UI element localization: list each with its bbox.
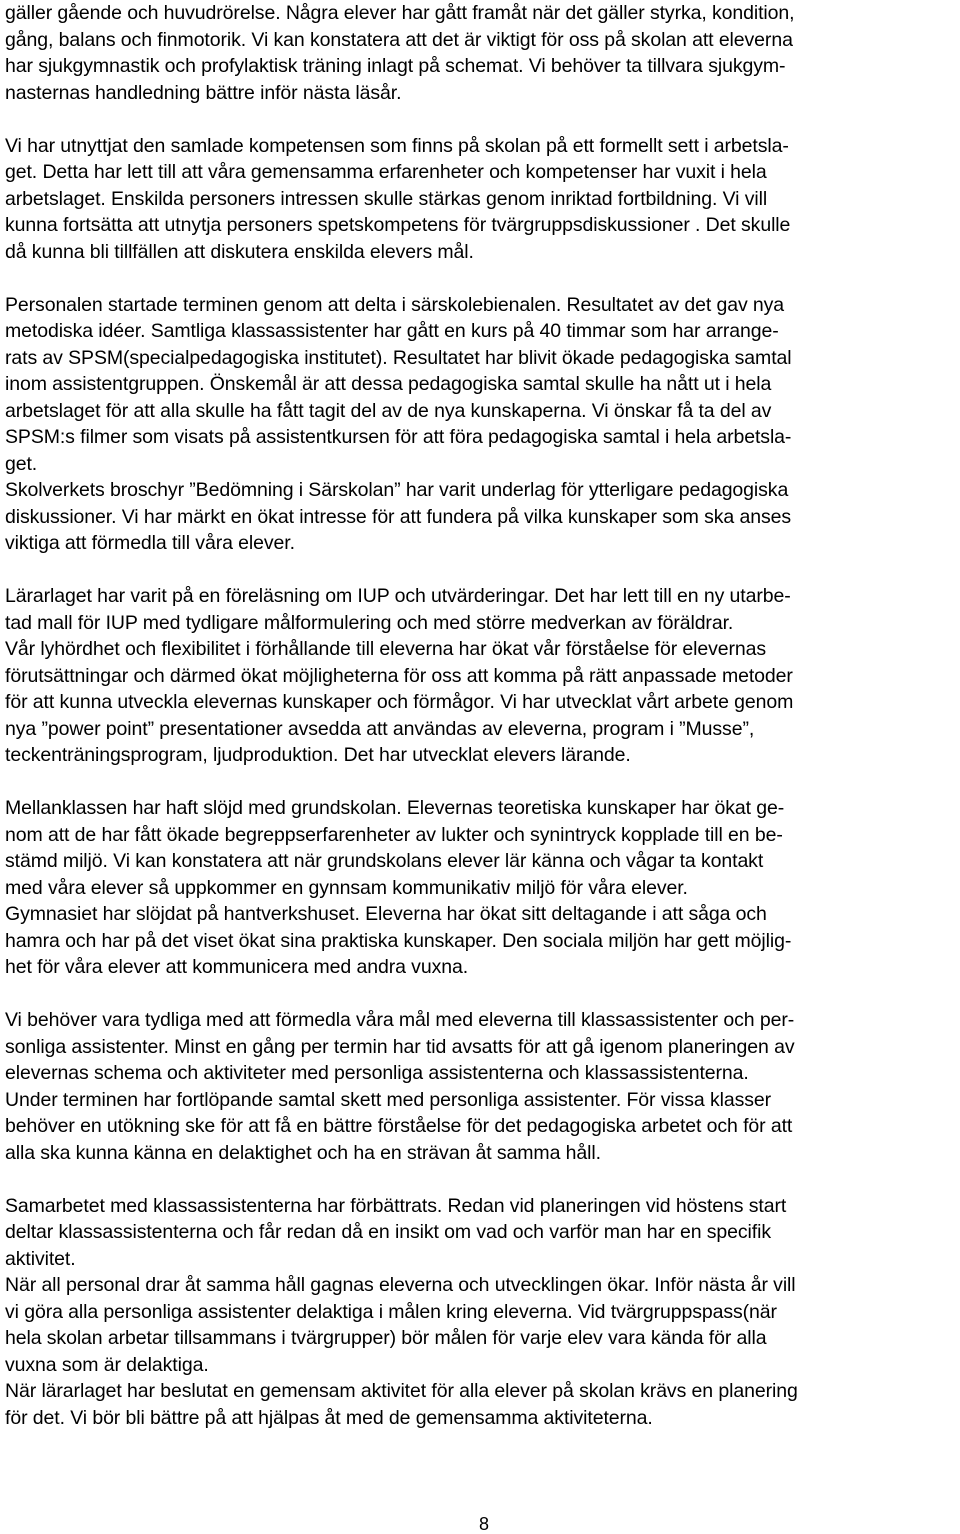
paragraph <box>5 636 960 769</box>
text-line: gäller gående och huvudrörelse. Några elever har gått framåt när det gäller styrka, kondition, <box>5 2 795 24</box>
paragraph-gap <box>5 1166 960 1193</box>
text-line: sonliga assistenter. Minst en gång per termin har tid avsatts för att gå igenom planeringen av <box>5 1035 795 1058</box>
text-line: Skolverkets broschyr ”Bedömning i Särskolan” har varit underlag för ytterligare pedagogiska <box>5 479 789 501</box>
paragraph <box>5 583 960 636</box>
text-line: inom assistentgruppen. Önskemål är att dessa pedagogiska samtal skulle ha nått ut i hela <box>5 373 772 395</box>
text-line: för det. Vi bör bli bättre på att hjälpas åt med de gemensamma aktiviteterna. <box>5 1406 653 1429</box>
paragraph-gap <box>5 106 960 133</box>
text-line: gång, balans och finmotorik. Vi kan konstatera att det är viktigt för oss på skolan att eleverna <box>5 28 793 51</box>
text-line: När all personal drar åt samma håll gagnas eleverna och utvecklingen ökar. Inför nästa år vill <box>5 1274 796 1296</box>
page-number: 8 <box>478 1514 489 1534</box>
text-line: stämd miljö. Vi kan konstatera att när grundskolans elever lär känna och vågar ta kontakt <box>5 850 764 872</box>
text-line: deltar klassassistenterna och får redan då en insikt om vad och varför man har en specifik <box>5 1221 771 1243</box>
text-line: get. <box>5 452 38 475</box>
paragraph-gap <box>5 265 960 292</box>
text-line: nya ”power point” presentationer avsedda att användas av eleverna, program i ”Musse”, <box>5 717 755 740</box>
text-line: Mellanklassen har haft slöjd med grundskolan. Elevernas teoretiska kunskaper har ökat ge- <box>5 797 785 819</box>
text-line: nom att de har fått ökade begreppserfarenheter av lukter och synintryck kopplade till en be- <box>5 823 783 846</box>
paragraph <box>5 795 960 901</box>
paragraph <box>5 477 960 557</box>
text-line: teckenträningsprogram, ljudproduktion. Det har utvecklat elevers lärande. <box>5 744 631 766</box>
paragraph <box>5 292 960 478</box>
text-line: get. Detta har lett till att våra gemensamma erfarenheter och kompetenser har vuxit i hela <box>5 161 767 183</box>
text-line: nasternas handledning bättre inför nästa läsår. <box>5 81 402 104</box>
text-line: Gymnasiet har slöjdat på hantverkshuset. Eleverna har ökat sitt deltagande i att såga och <box>5 903 767 925</box>
text-line: het för våra elever att kommunicera med andra vuxna. <box>5 956 469 978</box>
text-line: Personalen startade terminen genom att delta i särskolebienalen. Resultatet av det gav nya <box>5 293 785 316</box>
paragraph <box>5 1193 960 1273</box>
text-line: alla ska kunna känna en delaktighet och ha en strävan åt samma håll. <box>5 1141 601 1164</box>
text-line: elevernas schema och aktiviteter med personliga assistenterna och klassassistenterna. <box>5 1062 749 1084</box>
text-line: metodiska idéer. Samtliga klassassistenter har gått en kurs på 40 timmar som har arrange- <box>5 320 779 342</box>
text-line: Vi behöver vara tydliga med att förmedla våra mål med eleverna till klassassistenter och per- <box>5 1009 795 1031</box>
text-line: diskussioner. Vi har märkt en ökat intresse för att fundera på vilka kunskaper som ska anses <box>5 505 791 528</box>
text-line: vuxna som är delaktiga. <box>5 1353 209 1376</box>
text-line: Lärarlaget har varit på en föreläsning om IUP och utvärderingar. Det har lett till en ny utarbe- <box>5 585 791 607</box>
text-line: för att kunna utveckla elevernas kunskaper och förmågor. Vi har utvecklat vårt arbete genom <box>5 691 794 713</box>
text-line: hela skolan arbetar tillsammans i tvärgrupper) bör målen för varje elev vara kända för alla <box>5 1327 767 1349</box>
text-line: kunna fortsätta att utnytja personers spetskompetens för tvärgruppsdiskussioner . Det skulle <box>5 214 791 236</box>
text-line: med våra elever så uppkommer en gynnsam kommunikativ miljö för våra elever. <box>5 876 688 899</box>
text-line: rats av SPSM(specialpedagogiska institutet). Resultatet har blivit ökade pedagogiska samtal <box>5 346 792 369</box>
text-line: SPSM:s filmer som visats på assistentkursen för att föra pedagogiska samtal i hela arbetsla- <box>5 426 792 448</box>
document-body <box>5 0 960 1431</box>
text-line: Vi har utnyttjat den samlade kompetensen som finns på skolan på ett formellt sett i arbetsla- <box>5 134 789 157</box>
paragraph <box>5 0 960 106</box>
text-line: förutsättningar och därmed ökat möjligheterna för oss att komma på rätt anpassade metoder <box>5 664 793 687</box>
paragraph <box>5 901 960 981</box>
paragraph-gap <box>5 557 960 584</box>
text-line: tad mall för IUP med tydligare målformulering och med större medverkan av föräldrar. <box>5 611 734 634</box>
paragraph <box>5 133 960 266</box>
paragraph <box>5 1007 960 1087</box>
text-line: behöver en utökning ske för att få en bättre förståelse för det pedagogiska arbetet och för att <box>5 1115 793 1137</box>
paragraph <box>5 1272 960 1378</box>
paragraph <box>5 1087 960 1167</box>
text-line: Vår lyhördhet och flexibilitet i förhållande till eleverna har ökat vår förståelse för elevernas <box>5 638 767 660</box>
text-line: När lärarlaget har beslutat en gemensam aktivitet för alla elever på skolan krävs en planering <box>5 1380 798 1402</box>
paragraph-gap <box>5 769 960 796</box>
text-line: Under terminen har fortlöpande samtal skett med personliga assistenter. För vissa klasser <box>5 1088 772 1111</box>
text-line: vi göra alla personliga assistenter delaktiga i målen kring eleverna. Vid tvärgruppspass(när <box>5 1300 777 1323</box>
text-line: aktivitet. <box>5 1247 76 1270</box>
text-line: arbetslaget för att alla skulle ha fått tagit del av de nya kunskaperna. Vi önskar få ta del av <box>5 399 772 422</box>
text-line: arbetslaget. Enskilda personers intressen skulle stärkas genom inriktad fortbildning. Vi vill <box>5 187 768 210</box>
paragraph-gap <box>5 981 960 1008</box>
text-line: har sjukgymnastik och profylaktisk träning inlagt på schemat. Vi behöver ta tillvara sjukgym- <box>5 55 786 77</box>
text-line: hamra och har på det viset ökat sina praktiska kunskaper. Den sociala miljön har gett möjlig- <box>5 929 792 952</box>
paragraph <box>5 1378 960 1431</box>
text-line: viktiga att förmedla till våra elever. <box>5 532 295 554</box>
text-line: Samarbetet med klassassistenterna har förbättrats. Redan vid planeringen vid höstens start <box>5 1194 787 1217</box>
text-line: då kunna bli tillfällen att diskutera enskilda elevers mål. <box>5 240 474 263</box>
